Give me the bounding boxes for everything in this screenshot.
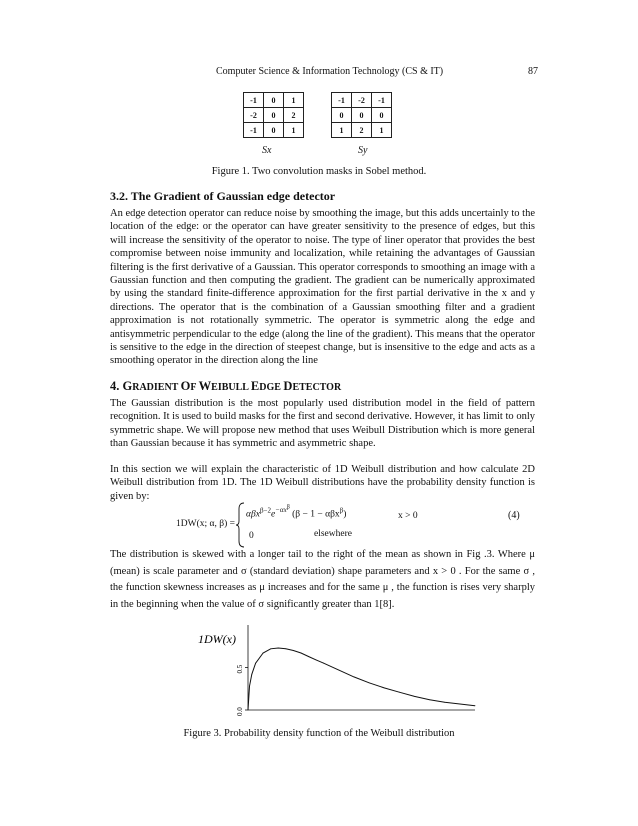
journal-title: Computer Science & Information Technology (CS & IT) <box>216 66 444 77</box>
formula-condition-1: x > 0 <box>398 511 418 521</box>
section-4-paragraph-2: In this section we will explain the characteristic of 1D Weibull distribution and how calculate 2D Weibull distribution from 1D. The 1D Weibull distributions have the probability density function is given by: <box>110 464 535 502</box>
data-point <box>460 704 461 705</box>
sobel-mask-sx <box>243 92 304 138</box>
formula-brace <box>236 502 246 548</box>
sx-mask-cell: 1 <box>284 123 304 138</box>
sx-mask-cell: -1 <box>244 93 264 108</box>
data-point <box>384 688 385 689</box>
formula-condition-2: elsewhere <box>314 529 352 539</box>
sx-mask-cell: 2 <box>284 108 304 123</box>
section-4-heading: 4. GRADIENT OF WEIBULL EDGE DETECTOR <box>110 379 342 393</box>
y-tick-label: 0.5 <box>236 664 244 674</box>
data-point <box>429 699 430 700</box>
data-point <box>414 696 415 697</box>
sx-mask-cell: -2 <box>244 108 264 123</box>
figure3-caption: Figure 3. Probability density function of the Weibull distribution <box>183 728 455 739</box>
page-number: 87 <box>528 66 538 77</box>
data-point <box>338 670 339 671</box>
data-point <box>248 710 249 711</box>
data-point <box>293 650 294 651</box>
data-point <box>323 663 324 664</box>
sx-mask-cell: 0 <box>264 108 284 123</box>
sy-mask-cell: -1 <box>372 93 392 108</box>
sx-mask-cell: 0 <box>264 123 284 138</box>
sy-mask-cell: -2 <box>352 93 372 108</box>
section-4-paragraph-3: The distribution is skewed with a longer tail to the right of the mean as shown in Fig .3. Where μ (mean) is scale parameter and σ (standard deviation) shape parameters and x > 0 . For the same σ , the function skewness increases as μ increases and for the same μ , the function is rises very sharply in the beginning when the value of σ significantly greater than 1[8]. <box>110 549 535 610</box>
series-line <box>248 648 475 710</box>
sx-mask-row <box>244 108 304 123</box>
data-point <box>255 663 256 664</box>
sy-mask-cell: -1 <box>332 93 352 108</box>
section-3-2-paragraph: An edge detection operator can reduce noise by smoothing the image, but this adds uncertainly to the location of the edge: or the operator can have greater sensitivity to the presence of edges, but this will increase the sensitivity of the operator to noise. The type of liner operator that provides the best compromise between noise immunity and localization, while retaining the advantages of Gaussian filtering is the first derivative of a Gaussian. This operator corresponds to smoothing an image with a Gaussian function and then computing the gradient. The gradient can be numerically approximated by using the standard finite-difference approximation for the first partial derivative in the x and y directions. The operator that is the combination of a Gaussian smoothing filter and a gradient approximation is not rotationally symmetric. The operator is symmetric along the edge and antisymmetric perpendicular to the edge (along the line of the gradient). This means that the operator is sensitive to the edge in the direction of steepest change, but is insensitive to the edge and acts as a smoothing operator in the direction along the line <box>110 208 535 367</box>
data-point <box>301 653 302 654</box>
sx-mask-cell: 0 <box>264 93 284 108</box>
data-point <box>369 682 370 683</box>
section-4-paragraph-1: The Gaussian distribution is the most popularly used distribution model in the field of pattern recognition. It is used to build masks for the first and second derivative. However, it has limit to only symmetric shape. We will propose new method that uses Weibull Distribution which is more general than Gaussian because it has symmetric and asymmetric shape. <box>110 398 535 450</box>
data-point <box>308 656 309 657</box>
formula-lhs: 1DW(x; α, β) = <box>176 519 235 529</box>
data-point <box>270 648 271 649</box>
mask-label-sy: Sy <box>358 145 368 156</box>
data-point <box>263 653 264 654</box>
data-point <box>316 660 317 661</box>
y-axis-label: 1DW(x) <box>198 632 236 646</box>
sx-mask-row <box>244 93 304 108</box>
sy-mask-cell: 1 <box>332 123 352 138</box>
sy-mask-cell: 1 <box>372 123 392 138</box>
data-point <box>278 648 279 649</box>
sy-mask-cell: 0 <box>352 108 372 123</box>
data-point <box>249 686 250 687</box>
figure1-caption: Figure 1. Two convolution masks in Sobel method. <box>211 166 427 177</box>
sy-mask-row <box>332 123 392 138</box>
mask-label-sx: Sx <box>262 145 272 156</box>
data-point <box>475 705 476 706</box>
data-point <box>399 692 400 693</box>
sy-mask-row <box>332 108 392 123</box>
sy-mask-row <box>332 93 392 108</box>
data-point <box>251 674 252 675</box>
weibull-pdf-chart <box>180 615 480 720</box>
formula-case-2: 0 <box>249 531 254 541</box>
data-point <box>444 702 445 703</box>
data-point <box>285 648 286 649</box>
sx-mask-cell: 1 <box>284 93 304 108</box>
sy-mask-cell: 0 <box>372 108 392 123</box>
sobel-mask-sy <box>331 92 392 138</box>
sx-mask-cell: -1 <box>244 123 264 138</box>
sy-mask-cell: 2 <box>352 123 372 138</box>
equation-number: (4) <box>508 510 520 521</box>
sx-mask-row <box>244 123 304 138</box>
data-point <box>354 677 355 678</box>
sy-mask-cell: 0 <box>332 108 352 123</box>
y-tick-label: 0.0 <box>236 707 244 716</box>
section-3-2-heading: 3.2. The Gradient of Gaussian edge detector <box>110 189 336 203</box>
formula-case-1: $\alpha\beta x^{\beta-2}e^{-\alpha x^\beta}$ (β − 1 − αβx$^\beta$) <box>246 505 347 520</box>
